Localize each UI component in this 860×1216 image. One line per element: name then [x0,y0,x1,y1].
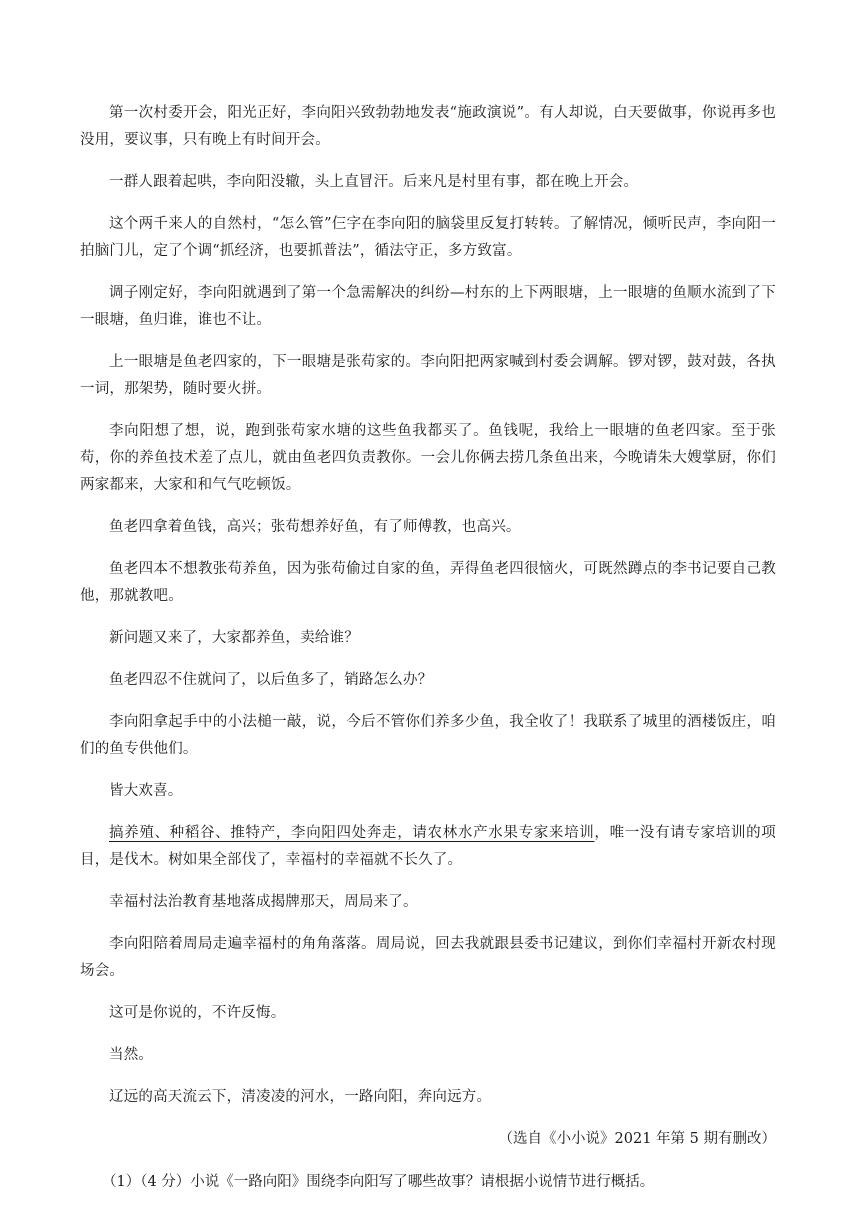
exam-question: （1）（4 分）小说《一路向阳》围绕李向阳写了哪些故事？请根据小说情节进行概括。 [102,1174,655,1190]
paragraph: 辽远的高天流云下，清凌凌的河水，一路向阳，奔向远方。 [109,1089,492,1105]
paragraph: 上一眼塘是鱼老四家的，下一眼塘是张苟家的。李向阳把两家喊到村委会调解。锣对锣，鼓对鼓，各执一词，那架势，随时要火拼。 [80,354,776,397]
source-citation: （选自《小小说》2021 年第 5 期有删改） [498,1131,776,1147]
paragraph: 第一次村委开会，阳光正好，李向阳兴致勃勃地发表“施政演说”。有人却说，白天要做事，你说再多也没用，要议事，只有晚上有时间开会。 [80,105,776,148]
paragraph: 鱼老四忍不住就问了，以后鱼多了，销路怎么办？ [109,672,433,688]
paragraph: 李向阳想了想，说，跑到张苟家水塘的这些鱼我都买了。鱼钱呢，我给上一眼塘的鱼老四家。至于张苟，你的养鱼技术差了点儿，就由鱼老四负责教你。一会儿你俩去捞几条鱼出来，今晚请朱大嫂掌厨，你们两家都来，大家和和气气吃顿饭。 [80,423,776,493]
paragraph-remainder: ，唯一没有请专家培训的项目，是伐木。树如果全部伐了，幸福村的幸福就不长久了。 [80,825,776,868]
paragraph: 皆大欢喜。 [109,783,183,799]
document-page [80,100,776,1196]
paragraph: 当然。 [109,1047,154,1063]
paragraph: 幸福村法治教育基地落成揭牌那天，周局来了。 [109,894,418,910]
paragraph: 鱼老四拿着鱼钱，高兴；张苟想养好鱼，有了师傅教，也高兴。 [109,519,521,535]
paragraph: 李向阳拿起手中的小法槌一敲，说，今后不管你们养多少鱼，我全收了！我联系了城里的酒楼饭庄，咱们的鱼专供他们。 [80,714,776,757]
paragraph: 调子刚定好，李向阳就遇到了第一个急需解决的纠纷—村东的上下两眼塘，上一眼塘的鱼顺水流到了下一眼塘，鱼归谁，谁也不让。 [80,285,776,328]
underlined-paragraph [80,820,776,874]
paragraph: 李向阳陪着周局走遍幸福村的角角落落。周局说，回去我就跟县委书记建议，到你们幸福村开新农村现场会。 [80,936,776,979]
paragraph: 鱼老四本不想教张苟养鱼，因为张苟偷过自家的鱼，弄得鱼老四很恼火，可既然蹲点的李书记要自己教他，那就教吧。 [80,561,776,604]
paragraph: 一群人跟着起哄，李向阳没辙，头上直冒汗。后来凡是村里有事，都在晚上开会。 [109,174,639,190]
underlined-sentence: 搞养殖、种稻谷、推特产，李向阳四处奔走，请农林水产水果专家来培训 [109,825,595,841]
paragraph: 这可是你说的，不许反悔。 [109,1005,286,1021]
paragraph: 新问题又来了，大家都养鱼，卖给谁？ [109,630,359,646]
paragraph: 这个两千来人的自然村，“怎么管”仨字在李向阳的脑袋里反复打转转。了解情况，倾听民声，李向阳一拍脑门儿，定了个调“抓经济，也要抓普法”，循法守正，多方致富。 [80,216,776,259]
